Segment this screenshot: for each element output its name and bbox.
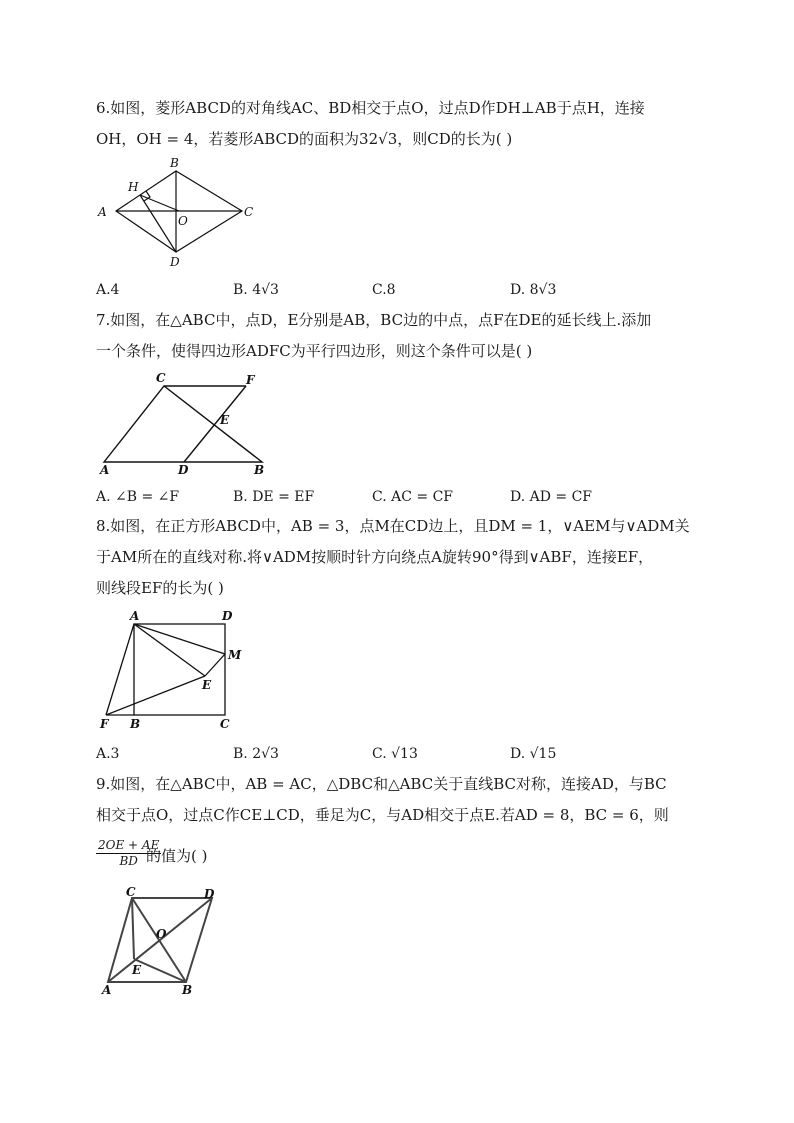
q8-label-b: B [130, 717, 141, 731]
q7-label-c: C [156, 371, 166, 385]
q9-fraction-numerator: 2OE + AE [98, 838, 160, 852]
q6-label-a: A [98, 205, 107, 219]
q7-label-e: E [220, 413, 230, 427]
q7-label-d: D [178, 463, 189, 476]
q8-option-d: D. √15 [510, 746, 557, 762]
q7-segment-df [184, 386, 246, 462]
q7-triangle-abc [104, 386, 262, 462]
q8-segment-ae [134, 624, 205, 676]
q6-option-b: B. 4√3 [233, 282, 279, 298]
q9-label-a: A [102, 983, 112, 997]
q9-label-b: B [182, 983, 193, 997]
q9-fraction-denominator: BD [119, 854, 138, 868]
q8-label-a: A [130, 609, 140, 623]
q9-stem-line1: 9.如图，在△ABC中，AB = AC，△DBC和△ABC关于直线BC对称，连接AD，与BC [96, 775, 667, 793]
q9-stem-line3-suffix: 的值为( ) [146, 847, 208, 865]
q6-option-c: C.8 [372, 282, 396, 298]
q6-option-d: D. 8√3 [510, 282, 557, 298]
q9-segment-ce [132, 898, 134, 959]
q8-stem-line2: 于AM所在的直线对称.将∨ADM按顺时针方向绕点A旋转90°得到∨ABF，连接EF， [96, 548, 654, 566]
q8-label-f: F [100, 717, 109, 731]
q8-segment-em [205, 654, 225, 676]
q8-square-figure [96, 606, 246, 734]
q6-label-b: B [170, 156, 179, 170]
q6-segment-dh [140, 195, 176, 252]
q9-label-e: E [132, 963, 142, 977]
q6-stem-line2: OH，OH = 4，若菱形ABCD的面积为32√3，则CD的长为( ) [96, 130, 513, 148]
q6-stem-line1: 6.如图，菱形ABCD的对角线AC、BD相交于点O，过点D作DH⊥AB于点H，连接 [96, 99, 645, 117]
q9-label-c: C [126, 886, 136, 899]
q7-option-a: A. ∠B = ∠F [96, 489, 180, 505]
q9-parallelogram-figure [100, 886, 225, 998]
q7-label-a: A [100, 463, 110, 476]
q6-label-o: O [178, 214, 188, 228]
q8-segment-ef [106, 676, 205, 715]
q6-right-angle-mark [144, 191, 150, 201]
q7-stem-line2: 一个条件，使得四边形ADFC为平行四边形，则这个条件可以是( ) [96, 342, 533, 360]
q8-label-d: D [222, 609, 233, 623]
q8-stem-line3: 则线段EF的长为( ) [96, 579, 224, 597]
q6-segment-oh [140, 195, 179, 211]
q9-label-d: D [204, 887, 215, 901]
q8-segment-af [106, 624, 134, 715]
q7-option-c: C. AC = CF [372, 489, 453, 505]
q8-label-e: E [202, 678, 212, 692]
q8-segment-am [134, 624, 225, 654]
q7-option-d: D. AD = CF [510, 489, 593, 505]
q8-stem-line1: 8.如图，在正方形ABCD中，AB = 3，点M在CD边上，且DM = 1，∨AEM与∨ADM关 [96, 517, 690, 535]
q8-option-c: C. √13 [372, 746, 418, 762]
q7-stem-line1: 7.如图，在△ABC中，点D，E分别是AB，BC边的中点，点F在DE的延长线上.添加 [96, 311, 652, 329]
q6-rhombus-figure [92, 155, 262, 273]
q7-label-f: F [246, 373, 255, 387]
q6-label-h: H [128, 180, 139, 194]
q9-stem-line2: 相交于点O，过点C作CE⊥CD，垂足为C，与AD相交于点E.若AD = 8，BC = 6，则 [96, 806, 669, 824]
q7-option-b: B. DE = EF [233, 489, 315, 505]
q8-label-m: M [228, 648, 242, 662]
q6-option-a: A.4 [96, 282, 120, 298]
q8-label-c: C [220, 717, 230, 731]
q9-label-o: O [156, 927, 167, 941]
q8-option-b: B. 2√3 [233, 746, 279, 762]
q6-label-c: C [244, 205, 254, 219]
q7-label-b: B [254, 463, 265, 476]
q7-triangle-figure [96, 370, 271, 476]
q8-option-a: A.3 [96, 746, 120, 762]
q6-label-d: D [170, 255, 180, 269]
